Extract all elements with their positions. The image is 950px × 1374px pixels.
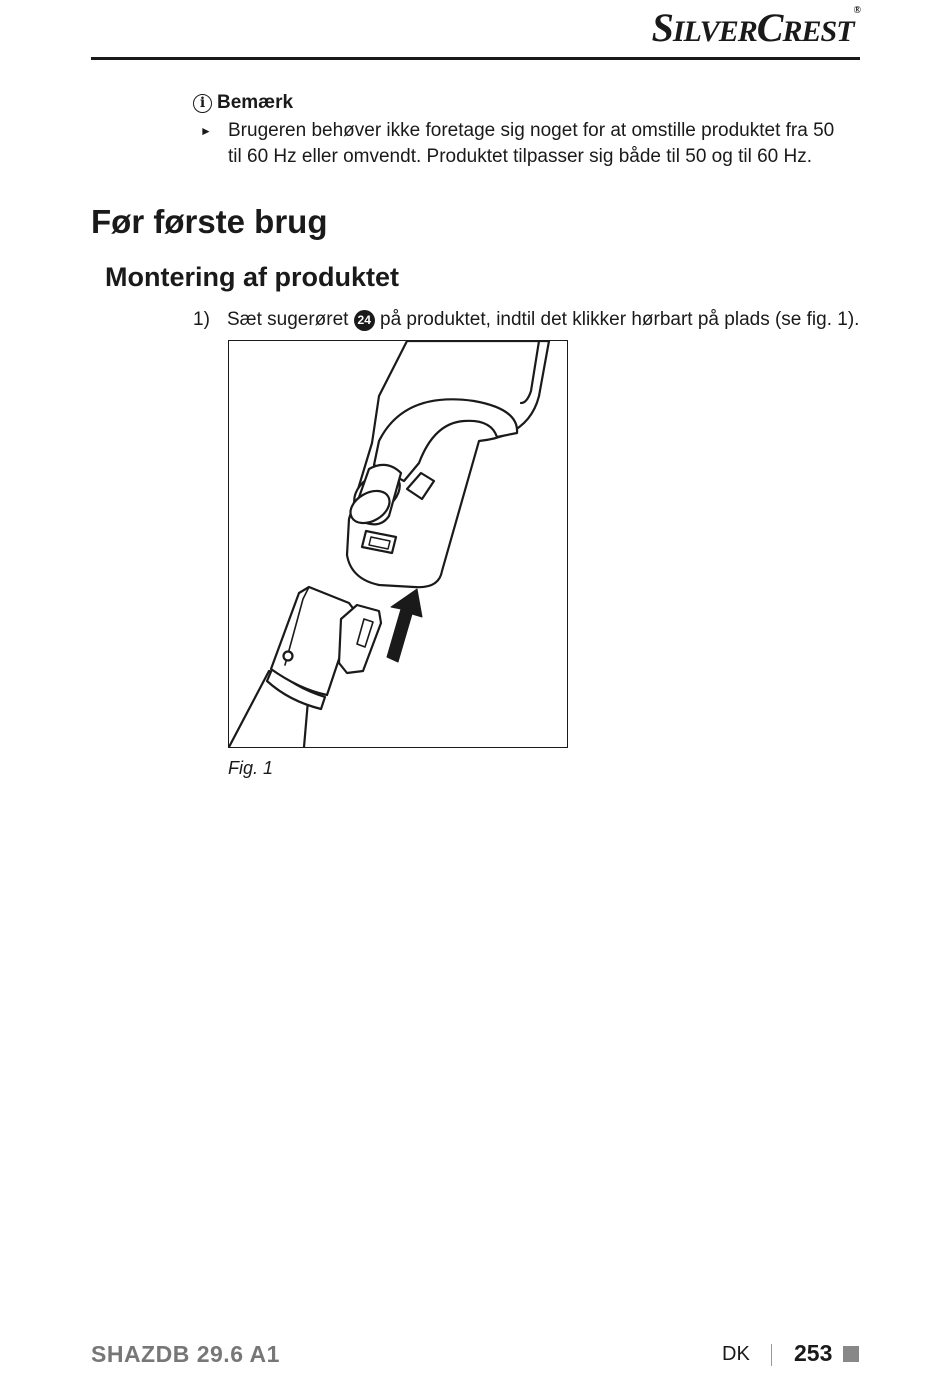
footer-language-code: DK (722, 1343, 750, 1365)
note-title: Bemærk (217, 92, 294, 113)
step-1 (193, 307, 859, 333)
figure-caption: Fig. 1 (228, 758, 274, 778)
note-item (200, 118, 850, 170)
header-rule (91, 57, 860, 60)
footer-model-number: SHAZDB 29.6 A1 (91, 1341, 280, 1367)
step-text-after: på produktet, indtil det klikker hørbart på plads (se fig. 1). (380, 309, 860, 330)
registered-mark: ® (853, 4, 860, 16)
brand-ilver: ILVER (672, 15, 757, 48)
subsection-title: Montering af produktet (105, 262, 399, 292)
brand-letter-s: S (651, 5, 673, 50)
note-heading (193, 92, 293, 114)
note-text: Brugeren behøver ikke foretage sig noget for at omstille produktet fra 50 til 60 Hz eller omvendt. Produktet tilpasser sig både til 50 og til 60 Hz. (228, 120, 835, 167)
page-number: 253 (794, 1340, 833, 1366)
step-number: 1) (193, 309, 210, 330)
triangle-bullet-icon: ► (200, 124, 212, 138)
insert-direction-arrow (387, 589, 422, 662)
brand-logo (652, 4, 860, 50)
tube-button (284, 652, 293, 661)
figure-1-illustration (228, 340, 568, 748)
brand-letter-c: C (756, 5, 783, 50)
step-text-before: Sæt sugerøret (227, 309, 349, 330)
brand-rest: REST (782, 15, 854, 48)
info-icon: i (193, 94, 212, 113)
section-title: Før første brug (91, 203, 328, 240)
footer-square-icon (843, 1346, 859, 1362)
footer-separator (771, 1344, 772, 1366)
part-reference-badge: 24 (354, 310, 375, 331)
